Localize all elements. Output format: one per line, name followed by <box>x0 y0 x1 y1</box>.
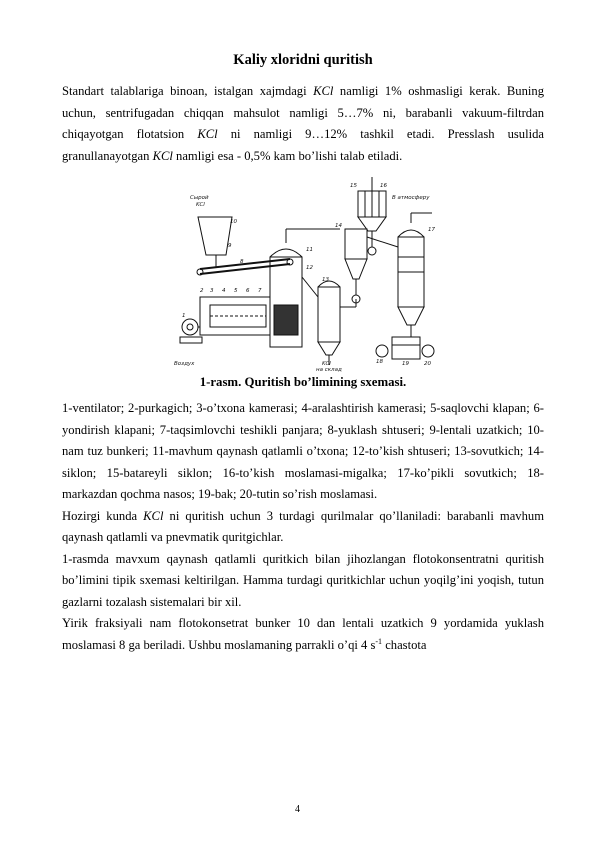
num-label: 12 <box>306 265 313 271</box>
kcl-formula: KCl <box>313 84 334 98</box>
cyclone <box>345 229 367 259</box>
paragraph-5-text-a: Yirik fraksiyali nam flotokonsetrat bunker 10 dan lentali uzatkich 9 yordamida yuklash moslamasi 8 ga beriladi. Ushbu moslamaning parrakli o’qi 4 s <box>62 616 544 652</box>
kcl-formula: KCl <box>152 148 173 163</box>
scheme-drawing <box>170 177 440 373</box>
paragraph-1-text-a: Standart talablariga binoan, istalgan xajmdagi <box>62 84 314 98</box>
figure-caption: 1-rasm. Quritish bo’limining sxemasi. <box>199 375 407 389</box>
num-label: 1 <box>182 313 186 319</box>
num-label: 11 <box>306 247 313 253</box>
num-label: 7 <box>258 288 262 294</box>
cooler <box>318 287 340 342</box>
paragraph-1-text-c: ni namligi 9…12% tashkil etadi. Presslash usulida granullanayotgan <box>62 127 544 163</box>
num-label: 17 <box>428 227 435 233</box>
tank <box>392 337 420 359</box>
paragraph-4: 1-rasmda mavxum qaynash qatlamli quritkich bilan jihozlangan flotokonsentratni quritish bo’limini tipik sxemasi keltirilgan. Hamma turdagi quritkichlar uchun yoqilg’ini yoqish, tutun gazlarni tozalash sistemalari bir xil. <box>62 551 544 609</box>
pump <box>376 345 388 357</box>
paragraph-3-text-b: ni quritish uchun 3 turdagi qurilmalar qo’llaniladi: barabanli mavhum qaynash qatlamli va pnevmatik quritgichlar. <box>62 508 544 544</box>
drying-section-diagram <box>62 177 544 373</box>
num-label: 20 <box>424 361 431 367</box>
raw-kcl-label-2: KCl <box>196 202 205 208</box>
paragraph-1 <box>62 81 544 167</box>
num-label: 6 <box>246 288 250 294</box>
air-label: Воздух <box>174 361 195 367</box>
num-label: 9 <box>228 243 232 249</box>
wet-salt-hopper <box>198 217 232 255</box>
paragraph-5 <box>62 613 544 656</box>
paragraph-1-text-d: namligi esa - 0,5% kam bo’lishi talab etiladi. <box>172 148 403 163</box>
num-label: 10 <box>230 219 237 225</box>
kcl-output-label: KCl <box>322 361 331 367</box>
pump <box>422 345 434 357</box>
kcl-formula: KCl <box>143 508 164 523</box>
num-label: 16 <box>380 183 387 189</box>
paragraph-legend: 1-ventilator; 2-purkagich; 3-o’txona kamerasi; 4-aralashtirish kamerasi; 5-saqlovchi klapan; 6-yondirish klapani; 7-taqsimlovchi teshikli panjara; 8-yuklash shtuseri; 9-lentali uzatkich; 10-nam tuz bunkeri; 11-mavhum qaynash qatlamli o’txona; 12-to’kish shtuseri; 13-sovutkich; 14-siklon; 15-batareyli siklon; 16-to’kish moslamasi-migalka; 17-ko’pikli sovutkich; 18-markazdan qochma nasos; 19-bak; 20-tutin so’rish moslamasi. <box>62 401 544 501</box>
page-title: Kaliy xloridni quritish <box>233 52 373 68</box>
num-label: 14 <box>335 223 342 229</box>
num-label: 4 <box>222 288 226 294</box>
num-label: 5 <box>234 288 238 294</box>
paragraph-3-text-a: Hozirgi kunda <box>62 508 144 523</box>
raw-kcl-label: Сырой <box>190 195 209 201</box>
num-label: 2 <box>200 288 204 294</box>
paragraph-3 <box>62 506 544 549</box>
num-label: 15 <box>350 183 357 189</box>
paragraph-1-text-b: namligi 1% oshmasligi kerak. Buning uchun, sentrifugadan chiqqan mahsulot namligi 5…7% ni, barabanli vakuum-filtrdan chiqayotgan flotatsion <box>62 84 544 141</box>
atmosphere-label: В атмосферу <box>392 195 430 201</box>
warehouse-label: на склад <box>316 367 342 373</box>
paragraph-5-text-b: chastota <box>382 637 427 652</box>
fan <box>182 319 198 335</box>
page-number: 4 <box>295 804 300 815</box>
num-label: 18 <box>376 359 383 365</box>
belt-conveyor <box>200 259 290 269</box>
num-label: 3 <box>210 288 214 294</box>
exponent: -1 <box>375 636 383 646</box>
kcl-formula: KCl <box>197 127 218 141</box>
num-label: 13 <box>322 277 329 283</box>
document-page <box>62 52 544 656</box>
num-label: 19 <box>402 361 409 367</box>
num-label: 8 <box>240 259 244 265</box>
